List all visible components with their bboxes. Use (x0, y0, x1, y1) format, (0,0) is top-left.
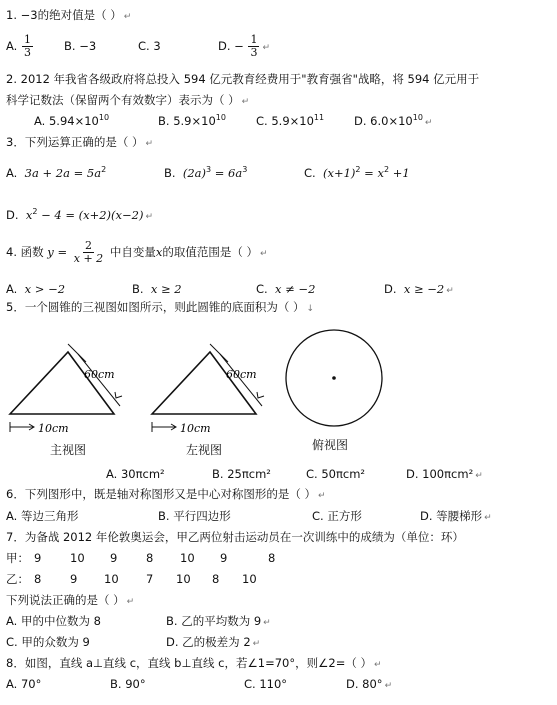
q7-jia-row: 甲： 9 10 9 8 10 9 8 (6, 551, 276, 565)
q7-option-a: A. 甲的中位数为 8 (6, 614, 101, 628)
jia-score: 9 (220, 551, 228, 565)
q7-option-d: D. 乙的极差为 2 ↵ (166, 635, 261, 649)
q1-d-fraction: $\frac{1}{3}$ (250, 33, 258, 59)
left-view-figure (146, 340, 276, 440)
q2-option-b: B. $5.9\times 10^{10}$ (158, 113, 226, 128)
q2-option-c: C. $5.9\times 10^{11}$ (256, 113, 325, 128)
q2-stem: 2. 2012 年我省各级政府将总投入 594 亿元教育经费用于"教育强省"战略，将 594 亿元用于 (6, 72, 480, 86)
front-view-arrow (115, 392, 122, 398)
q8-stem: 8．如图，直线 a⊥直线 c，直线 b⊥直线 c，若∠1=70°，则∠2=（ ） ↵ (6, 656, 382, 670)
q6-option-a: A. 等边三角形 (6, 509, 79, 523)
left-view-base-label: 10cm (180, 422, 211, 435)
q1-option-b: B. −3 (64, 39, 97, 53)
jia-score: 8 (268, 551, 276, 565)
q6-stem: 6．下列图形中，既是轴对称图形又是中心对称图形的是（ ） ↵ (6, 487, 326, 501)
front-view-slant-label: 60cm (84, 368, 115, 381)
q4-option-a: A. x > −2 (6, 282, 66, 296)
q7-option-c: C. 甲的众数为 9 (6, 635, 90, 649)
front-view-figure (4, 340, 134, 440)
q4-option-b: B. x ≥ 2 (132, 282, 182, 296)
q3-stem: 3．下列运算正确的是（ ） ↵ (6, 135, 154, 149)
q1-option-c: C. 3 (138, 39, 161, 53)
jia-score: 8 (146, 551, 154, 565)
front-view-caption: 主视图 (50, 443, 87, 457)
q5-option-c: C. 50πcm² (306, 467, 366, 481)
left-view-arrow (257, 392, 264, 398)
q2-stem-cont: 科学记数法（保留两个有效数字）表示为（ ） ↵ (6, 93, 250, 107)
q6-option-c: C. 正方形 (312, 509, 362, 523)
q5-option-b: B. 25πcm² (212, 467, 271, 481)
q1-option-a: A. $\frac{1}{3}$ (6, 33, 31, 59)
yi-score: 10 (104, 572, 119, 586)
q7-stem: 7．为备战 2012 年伦敦奥运会，甲乙两位射击运动员在一次训练中的成绩为（单位：环） (6, 530, 464, 544)
q2-option-d: D. $6.0\times 10^{10}↵$ (354, 113, 433, 128)
yi-score: 8 (34, 572, 42, 586)
q6-option-b: B. 平行四边形 (158, 509, 231, 523)
q1-stem: 1. −3的绝对值是（ ） ↵ (6, 8, 132, 22)
top-view-caption: 俯视图 (312, 438, 349, 452)
left-view-triangle (152, 352, 256, 414)
q4-fraction: $\frac{2}{x + 2}$ (73, 239, 104, 265)
q8-option-b: B. 90° (110, 677, 146, 691)
jia-score: 9 (34, 551, 42, 565)
front-view-triangle (10, 352, 114, 414)
q5-option-a: A. 30πcm² (106, 467, 165, 481)
q3-option-b: B. $(2a)^3 = 6a^3$ (164, 165, 248, 180)
q8-option-c: C. 110° (244, 677, 288, 691)
left-view-caption: 左视图 (186, 443, 223, 457)
q4-option-d: D. x ≥ −2 ↵ (384, 282, 454, 296)
q1-option-d: D. − $\frac{1}{3}$ ↵ (218, 33, 271, 59)
front-view-base-label: 10cm (38, 422, 69, 435)
yi-score: 8 (212, 572, 220, 586)
left-view-dimension-tick (210, 344, 228, 362)
left-view-slant-label: 60cm (226, 368, 257, 381)
q3-option-c: C. $(x+1)^2 = x^2 +1$ (304, 165, 410, 180)
q3-option-a: A. $3a + 2a = 5a^2$ (6, 165, 107, 180)
jia-score: 10 (70, 551, 85, 565)
top-view-figure (280, 328, 390, 434)
q7-option-b: B. 乙的平均数为 9 ↵ (166, 614, 271, 628)
jia-score: 9 (110, 551, 118, 565)
yi-score: 10 (242, 572, 257, 586)
jia-score: 10 (180, 551, 195, 565)
q5-option-d: D. 100πcm² ↵ (406, 467, 483, 481)
q5-stem: 5．一个圆锥的三视图如图所示，则此圆锥的底面积为（ ） ↓ (6, 300, 315, 314)
q7-question: 下列说法正确的是（ ） ↵ (6, 593, 135, 607)
top-view-center-dot (332, 376, 336, 380)
yi-score: 10 (176, 572, 191, 586)
q6-option-d: D. 等腰梯形 ↵ (420, 509, 492, 523)
q7-yi-row: 乙： 8 9 10 7 10 8 10 (6, 572, 257, 586)
q2-option-a: A. $5.94\times 10^{10}$ (34, 113, 110, 128)
q8-option-d: D. 80° ↵ (346, 677, 393, 691)
q8-option-a: A. 70° (6, 677, 42, 691)
yi-score: 9 (70, 572, 78, 586)
q3-option-d: D. $x^2 - 4 = (x+2)(x-2)$ ↵ (6, 207, 154, 222)
yi-score: 7 (146, 572, 154, 586)
q4-stem: 4. 函数 y = $\frac{2}{x + 2}$ 中自变量x的取值范围是（ ） ↵ (6, 239, 268, 265)
q4-option-c: C. x ≠ −2 (256, 282, 316, 296)
front-view-dimension-tick (68, 344, 86, 362)
q1-a-fraction: $\frac{1}{3}$ (23, 33, 31, 59)
